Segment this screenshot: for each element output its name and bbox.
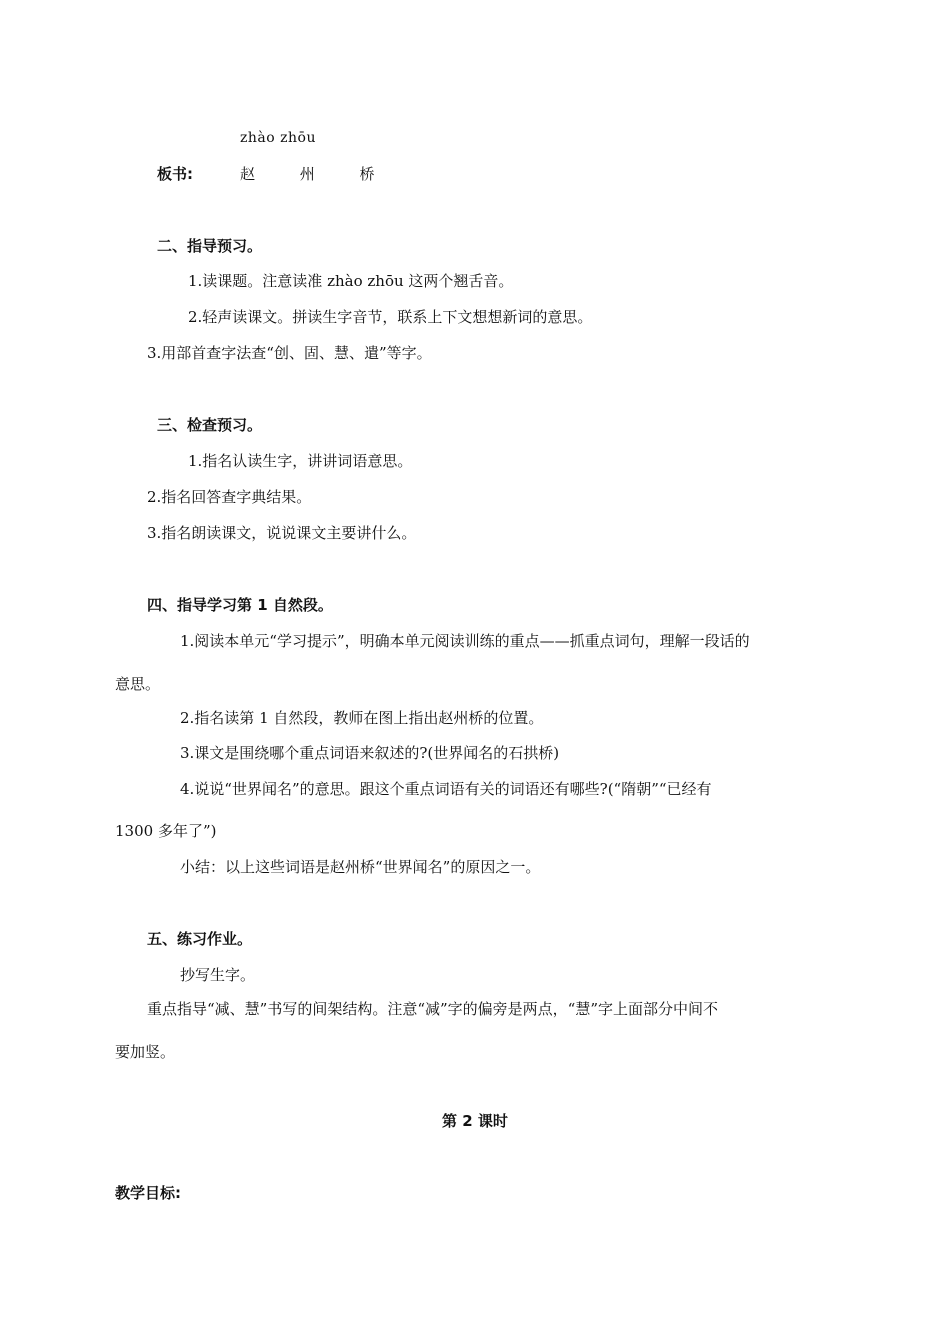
section3-item-1: 1.指名认读生字，讲讲词语意思。 <box>188 452 413 470</box>
section2-item-3: 3.用部首查字法查“创、固、慧、遣”等字。 <box>147 344 432 362</box>
section3-item-2: 2.指名回答查字典结果。 <box>147 488 312 506</box>
section2-heading: 二、指导预习。 <box>157 237 263 255</box>
board-label: 板书: <box>157 165 193 183</box>
section2-item-2: 2.轻声读课文。拼读生字音节，联系上下文想想新词的意思。 <box>188 308 593 326</box>
lesson2-title: 第 2 课时 <box>442 1112 508 1130</box>
section5-item-2-line-2: 要加竖。 <box>115 1043 176 1061</box>
section4-heading: 四、指导学习第 1 自然段。 <box>147 596 333 614</box>
section4-item-2: 2.指名读第 1 自然段，教师在图上指出赵州桥的位置。 <box>180 709 544 727</box>
lesson2-goals-label: 教学目标: <box>115 1184 181 1202</box>
section4-item-1-line-1: 1.阅读本单元“学习提示”，明确本单元阅读训练的重点——抓重点词句，理解一段话的 <box>180 632 750 650</box>
section5-item-1: 抄写生字。 <box>180 966 256 984</box>
section2-item-1: 1.读课题。注意读准 zhào zhōu 这两个翘舌音。 <box>188 272 514 290</box>
board-text: 赵 州 桥 <box>240 165 395 183</box>
section4-item-4-line-1: 4.说说“世界闻名”的意思。跟这个重点词语有关的词语还有哪些?(“隋朝”“已经有 <box>180 780 712 798</box>
section4-summary: 小结：以上这些词语是赵州桥“世界闻名”的原因之一。 <box>180 858 541 876</box>
section4-item-3: 3.课文是围绕哪个重点词语来叙述的?(世界闻名的石拱桥) <box>180 744 560 762</box>
board-pinyin: zhào zhōu <box>240 130 316 146</box>
section3-item-3: 3.指名朗读课文，说说课文主要讲什么。 <box>147 524 417 542</box>
section5-heading: 五、练习作业。 <box>147 930 253 948</box>
section5-item-2-line-1: 重点指导“减、慧”书写的间架结构。注意“减”字的偏旁是两点，“慧”字上面部分中间不 <box>147 1000 719 1018</box>
section4-item-4-line-2: 1300 多年了”) <box>115 822 217 840</box>
section4-item-1-line-2: 意思。 <box>115 675 161 693</box>
section3-heading: 三、检查预习。 <box>157 416 263 434</box>
